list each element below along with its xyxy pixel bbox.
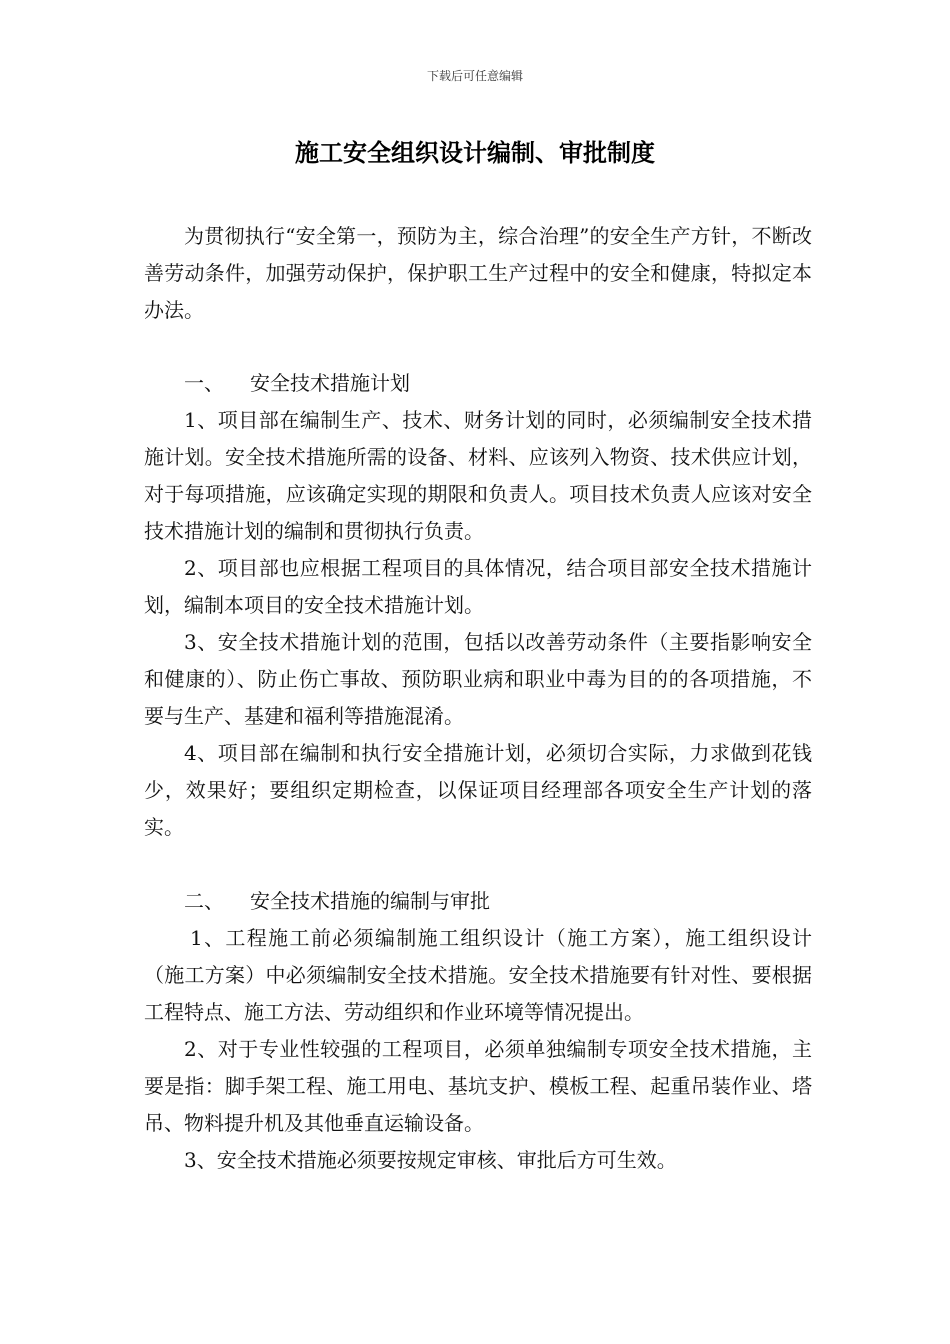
paragraph: 4、项目部在编制和执行安全措施计划，必须切合实际，力求做到花钱少，效果好；要组织定期检查，以保证项目经理部各项安全生产计划的落实。 bbox=[144, 741, 812, 839]
paragraph: 1、工程施工前必须编制施工组织设计（施工方案），施工组织设计（施工方案）中必须编制安全技术措施。安全技术措施要有针对性、要根据工程特点、施工方法、劳动组织和作业环境等情况提出。 bbox=[144, 926, 812, 1024]
section-title: 安全技术措施计划 bbox=[250, 371, 410, 395]
paragraph: 2、项目部也应根据工程项目的具体情况，结合项目部安全技术措施计划，编制本项目的安全技术措施计划。 bbox=[144, 556, 812, 617]
header-note: 下载后可任意编辑 bbox=[426, 69, 523, 83]
paragraph: 3、安全技术措施必须要按规定审核、审批后方可生效。 bbox=[184, 1148, 677, 1172]
paragraph: 2、对于专业性较强的工程项目，必须单独编制专项安全技术措施，主要是指：脚手架工程、施工用电、基坑支护、模板工程、起重吊装作业、塔吊、物料提升机及其他垂直运输设备。 bbox=[144, 1037, 812, 1135]
paragraph: 3、安全技术措施计划的范围，包括以改善劳动条件（主要指影响安全和健康的）、防止伤亡事故、预防职业病和职业中毒为目的的各项措施，不要与生产、基建和福利等措施混淆。 bbox=[144, 630, 812, 728]
section-number: 一、 bbox=[184, 371, 224, 395]
section-heading bbox=[144, 365, 812, 402]
section-number: 二、 bbox=[184, 889, 224, 913]
paragraph: 1、项目部在编制生产、技术、财务计划的同时，必须编制安全技术措施计划。安全技术措施所需的设备、材料、应该列入物资、技术供应计划，对于每项措施，应该确定实现的期限和负责人。项目技术负责人应该对安全技术措施计划的编制和贯彻执行负责。 bbox=[144, 408, 812, 543]
section-1 bbox=[144, 365, 812, 846]
intro-block bbox=[144, 218, 812, 329]
intro-paragraph: 为贯彻执行“安全第一，预防为主，综合治理”的安全生产方针，不断改善劳动条件，加强劳动保护，保护职工生产过程中的安全和健康，特拟定本办法。 bbox=[144, 224, 812, 322]
section-2 bbox=[144, 883, 812, 1179]
section-title: 安全技术措施的编制与审批 bbox=[250, 889, 490, 913]
document-title: 施工安全组织设计编制、审批制度 bbox=[295, 138, 655, 167]
section-heading bbox=[144, 883, 812, 920]
